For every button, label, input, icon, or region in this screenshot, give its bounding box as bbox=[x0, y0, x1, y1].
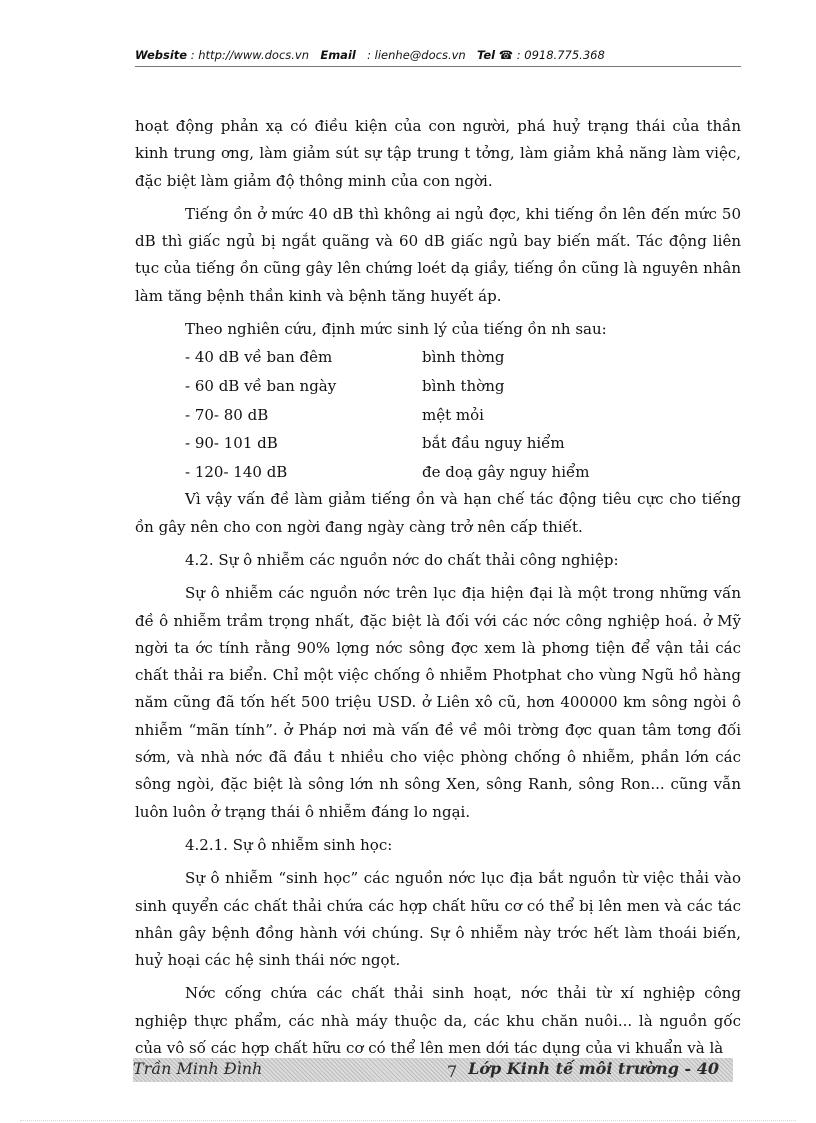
phone-icon: ☎ bbox=[498, 48, 514, 62]
website-value[interactable]: : http://www.docs.vn bbox=[190, 48, 310, 62]
noise-level: - 90- 101 dB bbox=[185, 434, 278, 453]
paragraph-5: Sự ô nhiễm các nguồn nớc trên lục địa hiện đại là một trong những vấn đề ô nhiễm trầm trọng nhất, đặc biệt là đối với các nớc công nghiệp hoá. ở Mỹ ngời ta ớc tính rằng 90% lợng nớc sông đợc xem là phơng tiện để vận tải các chất thải ra biển. Chỉ một việc chống ô nhiễm Photphat cho vùng Ngũ hồ hàng năm cũng đã tốn hết 500 triệu USD. ở Liên xô cũ, hơn 400000 km sông ngòi ô nhiễm “mãn tính”. ở Pháp nơi mà vấn đề về môi trờng đợc quan tâm tơng đối sớm, và nhà nớc đã đầu t nhiều cho việc phòng chống ô nhiễm, phần lớn các sông ngòi, đặc biệt là sông lớn nh sông Xen, sông Ranh, sông Ron... cũng vẫn luôn luôn ở trạng thái ô nhiễm đáng lo ngại. bbox=[135, 584, 741, 821]
page-footer bbox=[133, 1058, 733, 1082]
list-item bbox=[185, 343, 741, 372]
noise-level: - 70- 80 dB bbox=[185, 405, 269, 424]
footer-author: Trần Minh Đình bbox=[133, 1059, 263, 1078]
paragraph-7: Nớc cống chứa các chất thải sinh hoạt, nớc thải từ xí nghiệp công nghiệp thực phẩm, các nhà máy thuộc da, các khu chăn nuôi... là nguồn gốc của vô số các hợp chất hữu cơ có thể lên men dới tác dụng của vi khuẩn và là bbox=[135, 984, 741, 1057]
section-heading-4-2: 4.2. Sự ô nhiễm các nguồn nớc do chất thải công nghiệp: bbox=[185, 550, 619, 569]
noise-effect: bình thờng bbox=[422, 348, 505, 367]
noise-level: - 120- 140 dB bbox=[185, 462, 288, 481]
list-item bbox=[185, 401, 741, 430]
paragraph-4: Vì vậy vấn đề làm giảm tiếng ồn và hạn chế tác động tiêu cực cho tiếng ồn gây nên cho con ngời đang ngày càng trở nên cấp thiết. bbox=[135, 490, 741, 536]
email-label: Email bbox=[320, 48, 356, 62]
list-item bbox=[185, 458, 741, 487]
paragraph-6: Sự ô nhiễm “sinh học” các nguồn nớc lục địa bắt nguồn từ việc thải vào sinh quyển các chất thải chứa các hợp chất hữu cơ có thể bị lên men và các tác nhân gây bệnh đồng hành với chúng. Sự ô nhiễm này trớc hết làm thoái biến, huỷ hoại các hệ sinh thái nớc ngọt. bbox=[135, 869, 741, 970]
noise-effect: đe doạ gây nguy hiểm bbox=[422, 462, 590, 481]
tel-value: : 0918.775.368 bbox=[516, 48, 605, 62]
list-item bbox=[185, 372, 741, 401]
tel-label: Tel bbox=[477, 48, 496, 62]
page-number: 7 bbox=[447, 1062, 458, 1081]
noise-effect: mệt mỏi bbox=[422, 405, 484, 424]
page-bottom-divider bbox=[20, 1120, 796, 1121]
page-header bbox=[135, 48, 741, 67]
list-item bbox=[185, 429, 741, 458]
paragraph-3: Theo nghiên cứu, định mức sinh lý của tiếng ồn nh sau: bbox=[185, 320, 607, 339]
paragraph-1: hoạt động phản xạ có điều kiện của con người, phá huỷ trạng thái của thần kinh trung ơng, làm giảm sút sự tập trung t tởng, làm giảm khả năng làm việc, đặc biệt làm giảm độ thông minh của con ngời. bbox=[135, 117, 741, 190]
website-label: Website bbox=[135, 48, 188, 62]
noise-level: - 60 dB về ban ngày bbox=[185, 376, 337, 395]
footer-course: Lớp Kinh tế môi trường - 40 bbox=[468, 1059, 719, 1078]
document-body bbox=[135, 113, 741, 1062]
noise-effect: bình thờng bbox=[422, 376, 505, 395]
section-heading-4-2-1: 4.2.1. Sự ô nhiễm sinh học: bbox=[185, 835, 393, 854]
noise-level: - 40 dB về ban đêm bbox=[185, 348, 333, 367]
noise-effect: bắt đầu nguy hiểm bbox=[422, 434, 565, 453]
email-value[interactable]: : lienhe@docs.vn bbox=[367, 48, 466, 62]
noise-level-list bbox=[135, 343, 741, 486]
paragraph-2: Tiếng ồn ở mức 40 dB thì không ai ngủ đợc, khi tiếng ồn lên đến mức 50 dB thì giấc ngủ bị ngắt quãng và 60 dB giấc ngủ bay biến mất. Tác động liên tục của tiếng ồn cũng gây lên chứng loét dạ giầy, tiếng ồn cũng là nguyên nhân làm tăng bệnh thần kinh và bệnh tăng huyết áp. bbox=[135, 204, 741, 305]
